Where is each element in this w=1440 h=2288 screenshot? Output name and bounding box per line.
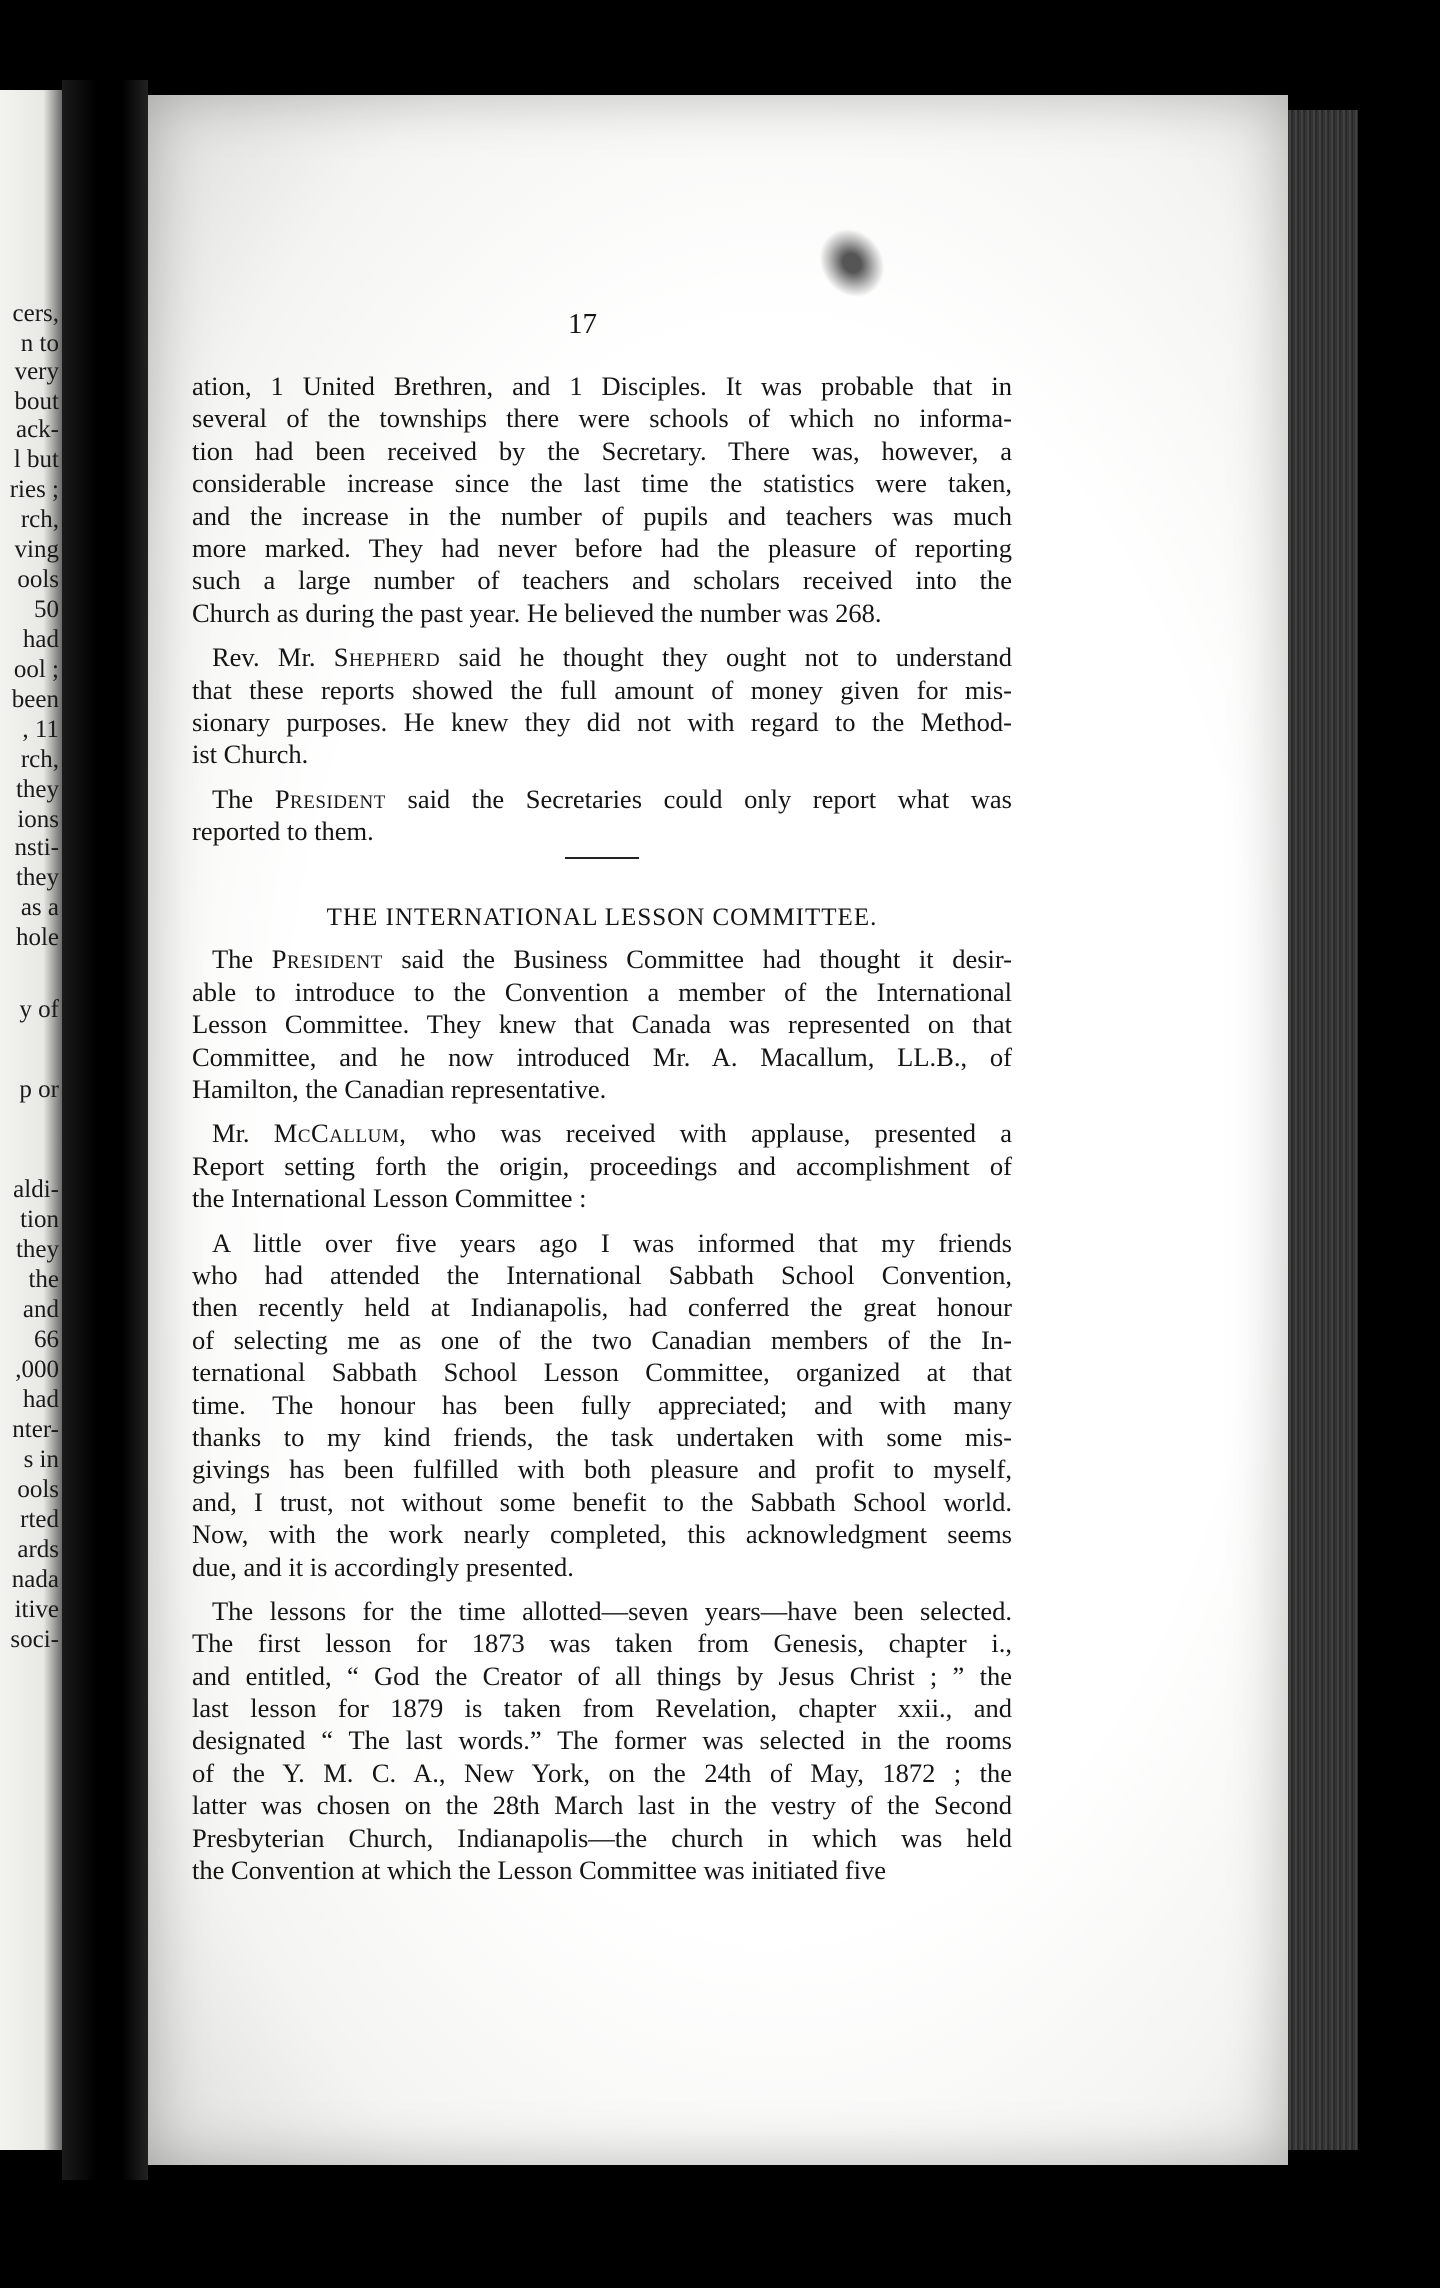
facing-page-fragment: ries ;	[9, 476, 59, 503]
facing-page-fragment: , 11	[22, 716, 59, 743]
speaker-name: Shepherd	[333, 642, 441, 673]
facing-page-fragment: y of	[19, 996, 59, 1023]
facing-page-fragment: they	[15, 864, 59, 891]
facing-page-fragment: ack-	[15, 416, 59, 443]
facing-page-edge	[0, 90, 62, 2150]
facing-page-fragment: ools	[17, 1476, 59, 1503]
paragraph	[192, 1117, 1012, 1214]
book-gutter	[62, 80, 148, 2180]
text-line	[192, 1117, 1012, 1149]
text-line: The first lesson for 1873 was taken from Genesis, chapter i.,	[192, 1628, 1012, 1659]
facing-page-fragment: as a	[20, 894, 59, 921]
text-line: due, and it is accordingly presented.	[192, 1551, 574, 1582]
text-line: tion had been received by the Secretary. There was, however, a	[192, 435, 1012, 466]
text-line: sionary purposes. He knew they did not with regard to the Method-	[192, 706, 1012, 737]
line-text: who was received with applause, presented a	[430, 1118, 1012, 1149]
text-line: time. The honour has been fully appreciated; and with many	[192, 1389, 1012, 1420]
facing-page-fragment: n to	[20, 330, 59, 357]
text-line: the International Lesson Committee :	[192, 1183, 587, 1214]
facing-page-fragment: had	[22, 626, 59, 653]
text-line	[192, 1227, 1012, 1259]
facing-page-fragment: ools	[17, 566, 59, 593]
text-line: ation, 1 United Brethren, and 1 Disciples. It was probable that in	[192, 371, 1012, 401]
line-lead: The	[212, 783, 275, 814]
facing-page-fragment: ards	[17, 1536, 59, 1563]
text-line	[192, 1595, 1012, 1627]
text-line: givings has been fulfilled with both pleasure and profit to myself,	[192, 1454, 1012, 1485]
facing-page-fragment: ions	[17, 806, 59, 833]
text-line: Report setting forth the origin, proceedings and accomplishment of	[192, 1150, 1012, 1181]
page-stack-edge	[1288, 110, 1358, 2150]
facing-page-fragment: s in	[23, 1446, 59, 1473]
text-line: of the Y. M. C. A., New York, on the 24th of May, 1872 ; the	[192, 1757, 1012, 1788]
facing-page-fragment: rch,	[20, 746, 59, 773]
facing-page-fragment: they	[15, 776, 59, 803]
text-line: Lesson Committee. They knew that Canada was represented on that	[192, 1009, 1012, 1040]
text-line: considerable increase since the last time the statistics were taken,	[192, 468, 1012, 499]
facing-page-fragment: tion	[20, 1206, 59, 1233]
text-line: the Convention at which the Lesson Committee was initiated five	[192, 1855, 887, 1886]
speaker-name: President	[271, 944, 383, 975]
text-line	[192, 641, 1012, 673]
text-line: who had attended the International Sabbath School Convention,	[192, 1259, 1012, 1290]
facing-page-fragment: rch,	[20, 506, 59, 533]
text-line: such a large number of teachers and scholars received into the	[192, 565, 1012, 596]
text-line	[192, 943, 1012, 975]
facing-page-fragment: they	[15, 1236, 59, 1263]
text-line: thanks to my kind friends, the task undertaken with some mis-	[192, 1421, 1012, 1452]
facing-page-fragment: very	[14, 358, 59, 385]
text-line: and the increase in the number of pupils and teachers was much	[192, 500, 1012, 531]
page-number: 17	[568, 308, 597, 340]
text-line: Presbyterian Church, Indianapolis—the church in which was held	[192, 1822, 1012, 1853]
text-line: and, I trust, not without some benefit to the Sabbath School world.	[192, 1486, 1012, 1517]
facing-page-fragment: and	[22, 1296, 59, 1323]
line-text: said the Business Committee had thought it desir-	[401, 944, 1012, 975]
text-line: more marked. They had never before had the pleasure of reporting	[192, 532, 1012, 563]
text-line	[192, 783, 1012, 815]
facing-page-fragment: 50	[34, 596, 59, 623]
text-line: of selecting me as one of the two Canadian members of the In-	[192, 1324, 1012, 1355]
facing-page-fragment: been	[11, 686, 59, 713]
text-line: last lesson for 1879 is taken from Revelation, chapter xxii., and	[192, 1693, 1012, 1724]
facing-page-fragment: nada	[11, 1566, 59, 1593]
facing-page-fragment: hole	[15, 924, 59, 951]
line-text: said he thought they ought not to understand	[458, 642, 1012, 673]
paragraph	[192, 641, 1012, 771]
facing-page-fragment: ool ;	[13, 656, 59, 683]
line-lead: Rev. Mr.	[212, 642, 334, 673]
facing-page-fragment: cers,	[12, 300, 59, 327]
text-line: Now, with the work nearly completed, this acknowledgment seems	[192, 1519, 1012, 1550]
text-line: reported to them.	[192, 816, 374, 847]
facing-page-fragment: had	[22, 1386, 59, 1413]
text-line: ist Church.	[192, 739, 309, 770]
paragraph	[192, 370, 1012, 629]
section-rule	[565, 857, 639, 859]
text-line: Church as during the past year. He believed the number was 268.	[192, 597, 882, 628]
page-body	[192, 370, 1012, 1886]
text-line: several of the townships there were schools of which no informa-	[192, 403, 1012, 434]
text-line: Hamilton, the Canadian representative.	[192, 1074, 607, 1105]
facing-page-fragment: soci-	[10, 1626, 59, 1653]
text-line: able to introduce to the Convention a member of the International	[192, 976, 1012, 1007]
facing-page-fragment: aldi-	[13, 1176, 59, 1203]
facing-page-fragment: itive	[14, 1596, 59, 1623]
facing-page-fragment: nsti-	[14, 834, 59, 861]
line-lead: The	[212, 944, 272, 975]
text-line: then recently held at Indianapolis, had conferred the great honour	[192, 1292, 1012, 1323]
text-line: Committee, and he now introduced Mr. A. Macallum, LL.B., of	[192, 1041, 1012, 1072]
facing-page-fragment: l but	[13, 446, 59, 473]
paragraph	[192, 783, 1012, 848]
facing-page-fragment: p or	[19, 1076, 59, 1103]
text-line: designated “ The last words.” The former was selected in the rooms	[192, 1725, 1012, 1756]
facing-page-fragment: ,000	[15, 1356, 59, 1383]
line-lead: Mr.	[212, 1118, 274, 1149]
text-line: and entitled, “ God the Creator of all things by Jesus Christ ; ” the	[192, 1660, 1012, 1691]
facing-page-fragment: rted	[20, 1506, 59, 1533]
facing-page-fragment: the	[28, 1266, 59, 1293]
paragraph	[192, 1227, 1012, 1583]
line-text: The lessons for the time allotted—seven years—have been selected.	[212, 1595, 1012, 1626]
text-line: that these reports showed the full amount of money given for mis-	[192, 674, 1012, 705]
text-line: latter was chosen on the 28th March last in the vestry of the Second	[192, 1790, 1012, 1821]
facing-page-fragment: bout	[14, 388, 59, 415]
speaker-name: McCallum,	[273, 1118, 407, 1149]
paragraph	[192, 943, 1012, 1105]
facing-page-fragment: ving	[14, 536, 59, 563]
text-line: ternational Sabbath School Lesson Committee, organized at that	[192, 1357, 1012, 1388]
facing-page-fragment: nter-	[12, 1416, 59, 1443]
line-text: said the Secretaries could only report what was	[407, 783, 1012, 814]
speaker-name: President	[274, 783, 386, 814]
section-heading: THE INTERNATIONAL LESSON COMMITTEE.	[326, 904, 878, 932]
facing-page-fragment: 66	[34, 1326, 59, 1353]
line-text: A little over five years ago I was informed that my friends	[212, 1227, 1012, 1258]
paragraph	[192, 1595, 1012, 1887]
